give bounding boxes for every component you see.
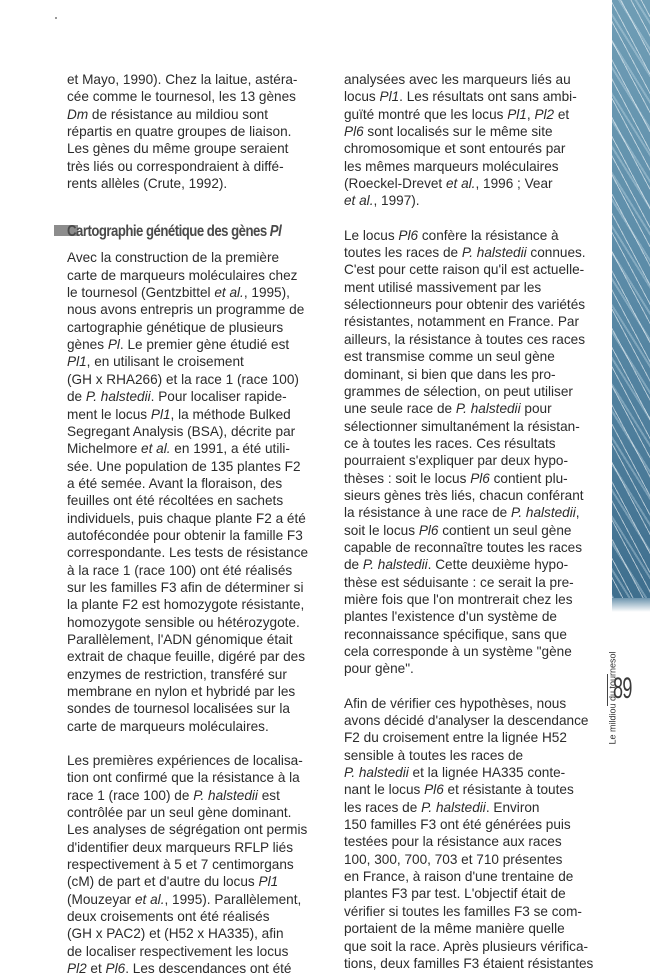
text-line: de localiser respectivement les locus xyxy=(67,943,289,959)
running-title-text: Le mildiou du tournesol xyxy=(608,651,618,745)
text-line: sur les familles F3 afin de déterminer si xyxy=(67,579,304,595)
italic-term: Pl6 xyxy=(424,782,444,798)
side-strip-fade xyxy=(612,598,650,612)
text-line: (GH x PAC2) et (H52 x HA335), afin xyxy=(67,926,284,942)
text-line: (Mouzeyar et al., 1995). Parallèlement, xyxy=(67,891,302,907)
text-line: la plante F2 est homozygote résistante, xyxy=(67,597,305,613)
text-line: membrane en nylon et hybridé par les xyxy=(67,684,296,699)
text-line: vérifier si toutes les familles F3 se com- xyxy=(344,903,582,919)
text-line: carte de marqueurs moléculaires. xyxy=(67,718,269,734)
text-line: grammes de sélection, on peut utiliser xyxy=(344,383,573,399)
text-line: locus Pl1. Les résultats ont sans ambi- xyxy=(344,89,577,105)
text-line: de P. halstedii. Cette deuxième hypo- xyxy=(344,557,569,573)
text-line: Les premières expériences de localisa- xyxy=(67,753,303,769)
text-line: (cM) de part et d'autre du locus Pl1 xyxy=(67,874,279,890)
text-line: 100, 300, 700, 703 et 710 présentes xyxy=(344,851,563,867)
section-heading-text xyxy=(67,223,281,240)
left-column xyxy=(67,71,315,978)
italic-term: Pl1 xyxy=(379,89,400,105)
text-line: toutes les races de P. halstedii connues. xyxy=(344,245,586,261)
text-line: dominant, si bien que dans les pro- xyxy=(344,366,556,382)
text-line: la résistance à une race de P. halstedii, xyxy=(344,505,580,521)
italic-term: Pl1 xyxy=(150,406,171,422)
text-line: sélectionneurs pour obtenir des variétés xyxy=(344,297,586,313)
italic-term: P. halstedii xyxy=(85,389,151,405)
paragraph-left-2 xyxy=(67,752,315,977)
intro-paragraph xyxy=(67,71,315,192)
section-heading xyxy=(67,220,315,242)
italic-term: Pl6 xyxy=(418,522,439,538)
text-line: une seule race de P. halstedii pour xyxy=(344,401,552,417)
paragraph-left-1 xyxy=(67,249,315,735)
text-line: ment le locus Pl1, la méthode Bulked xyxy=(67,406,291,422)
text-line: Michelmore et al. en 1991, a été utili- xyxy=(67,441,290,457)
text-line: carte de marqueurs moléculaires chez xyxy=(67,267,298,283)
italic-term: Pl6 xyxy=(470,470,490,486)
italic-term: Pl1 xyxy=(67,354,87,370)
text-line: chromosomique et sont entourés par xyxy=(344,141,566,157)
text-line: Afin de vérifier ces hypothèses, nous xyxy=(344,695,567,711)
text-line: ailleurs, la résistance à toutes ces races xyxy=(344,331,586,347)
text-line: cartographie génétique de plusieurs xyxy=(67,319,284,335)
text-line: testées pour la résistance aux races xyxy=(344,834,562,850)
text-line: (GH x RHA266) et la race 1 (race 100) xyxy=(67,371,299,387)
text-line: feuilles ont été récoltées en sachets xyxy=(67,493,284,509)
text-line: Pl1, en utilisant le croisement xyxy=(67,354,244,370)
text-line: d'identifier deux marqueurs RFLP liés xyxy=(67,839,293,855)
text-line: rents allèles (Crute, 1992). xyxy=(67,176,228,192)
italic-term: Pl6 xyxy=(344,124,364,140)
text-line: guïté montré que les locus Pl1, Pl2 et xyxy=(344,106,570,122)
text-line: Pl6 sont localisés sur le même site xyxy=(344,124,553,140)
heading-gene: Pl xyxy=(269,222,282,240)
italic-term: Pl1 xyxy=(507,106,527,122)
text-line: F2 du croisement entre la lignée H52 xyxy=(344,730,567,746)
text-line: sensible à toutes les races de xyxy=(344,747,524,763)
text-line: thèse est séduisante : ce serait la pre- xyxy=(344,574,574,590)
text-line: Parallèlement, l'ADN génomique était xyxy=(67,631,293,647)
text-line: Les analyses de ségrégation ont permis xyxy=(67,822,308,838)
text-line: deux croisements ont été réalisés xyxy=(67,909,270,925)
italic-term: P. halstedii xyxy=(511,505,576,521)
text-line: Dm de résistance au mildiou sont xyxy=(67,106,268,122)
italic-term: Pl1 xyxy=(258,874,279,890)
italic-term: et al. xyxy=(344,193,374,209)
text-line: capable de reconnaître toutes les races xyxy=(344,539,583,555)
text-line: le tournesol (Gentzbittel et al., 1995), xyxy=(67,285,290,301)
text-line: sée. Une population de 135 plantes F2 xyxy=(67,458,301,474)
text-line: et Mayo, 1990). Chez la laitue, astéra- xyxy=(67,72,298,87)
text-line: à la race 1 (race 100) ont été réalisés xyxy=(67,562,293,578)
text-line: pour gène". xyxy=(344,661,414,677)
italic-term: et al. xyxy=(135,891,165,907)
italic-term: Pl xyxy=(107,337,120,353)
italic-term: et al. xyxy=(445,176,476,192)
right-column xyxy=(344,71,592,972)
text-line: analysées avec les marqueurs liés au xyxy=(344,72,571,87)
paragraph-right-2 xyxy=(344,227,592,678)
text-line: sieurs gènes très liés, chacun conférant xyxy=(344,487,584,503)
text-line: et al., 1997). xyxy=(344,193,420,209)
italic-term: P. halstedii xyxy=(455,401,521,417)
italic-term: Pl2 xyxy=(534,106,555,122)
text-line: individuels, puis chaque plante F2 a été xyxy=(67,510,306,526)
text-line: avons décidé d'analyser la descendance xyxy=(344,713,589,729)
italic-term: Pl2 xyxy=(67,961,87,977)
text-line: sélectionner simultanément la résistan- xyxy=(344,418,580,434)
text-line: Les gènes du même groupe seraient xyxy=(67,141,289,157)
text-line: cée comme le tournesol, les 13 gènes xyxy=(67,89,296,105)
text-line: en France, à raison d'une trentaine de xyxy=(344,869,574,885)
text-line: P. halstedii et la lignée HA335 conte- xyxy=(344,765,566,781)
text-line: extrait de chaque feuille, digéré par des xyxy=(67,649,306,665)
text-line: respectivement à 5 et 7 centimorgans xyxy=(67,857,294,873)
text-line: race 1 (race 100) de P. halstedii est xyxy=(67,787,280,803)
italic-term: Pl6 xyxy=(398,227,419,243)
page-number-rule xyxy=(607,674,608,706)
text-line: portaient de la même manière quelle xyxy=(344,921,565,937)
italic-term: Pl6 xyxy=(105,961,126,977)
text-line: plantes F3 par test. L'objectif était de xyxy=(344,886,566,902)
text-line: tion ont confirmé que la résistance à la xyxy=(67,770,300,786)
text-line: (Roeckel-Drevet et al., 1996 ; Vear xyxy=(344,176,553,192)
text-line: 150 familles F3 ont été générées puis xyxy=(344,817,571,833)
text-line: résistantes, notamment en France. Par xyxy=(344,314,579,330)
text-line: très liés ou correspondraient à diffé- xyxy=(67,158,284,174)
intro-lines xyxy=(67,71,315,192)
text-line: enzymes de restriction, transféré sur xyxy=(67,666,287,682)
text-line: ment utilisé massivement par les xyxy=(344,279,542,295)
paragraph-right-1 xyxy=(344,71,592,210)
italic-term: P. halstedii xyxy=(421,799,486,815)
text-line: nous avons entrepris un programme de xyxy=(67,302,305,318)
text-line: tions, deux familles F3 étaient résistantes xyxy=(344,955,594,971)
scan-dot xyxy=(55,17,57,19)
text-line: a été semée. Avant la floraison, des xyxy=(67,475,283,491)
text-line: cela corresponde à un système "gène xyxy=(344,644,572,659)
italic-term: Dm xyxy=(67,106,89,122)
italic-term: P. halstedii xyxy=(461,245,527,261)
text-line: soit le locus Pl6 contient un seul gène xyxy=(344,522,572,538)
text-line: gènes Pl. Le premier gène étudié est xyxy=(67,337,290,353)
paragraph-right-3 xyxy=(344,695,592,973)
italic-term: P. halstedii xyxy=(362,557,428,573)
text-line: pourraient s'expliquer par deux hypo- xyxy=(344,453,569,469)
text-line: plantes l'existence d'un système de xyxy=(344,609,557,625)
text-line: que soit la race. Après plusieurs vérifica- xyxy=(344,938,589,954)
decorative-side-strip xyxy=(612,0,650,598)
text-line: Le locus Pl6 confère la résistance à xyxy=(344,227,559,243)
text-line: Pl2 et Pl6. Les descendances ont été xyxy=(67,961,292,977)
text-line: thèses : soit le locus Pl6 contient plu- xyxy=(344,470,568,486)
text-line: correspondante. Les tests de résistance xyxy=(67,545,309,561)
text-line: homozygote sensible ou hétérozygote. xyxy=(67,614,300,630)
text-line: les mêmes marqueurs moléculaires xyxy=(344,158,559,174)
italic-term: P. halstedii xyxy=(193,787,258,803)
italic-term: et al. xyxy=(214,285,244,301)
heading-prefix: Cartographie génétique des gènes xyxy=(67,222,270,240)
text-line: mière fois que l'on montrerait chez les xyxy=(344,591,573,607)
text-line: est transmise comme un seul gène xyxy=(344,349,555,365)
text-line: ce à toutes les races. Ces résultats xyxy=(344,435,556,451)
italic-term: P. halstedii xyxy=(344,765,409,781)
text-line: de P. halstedii. Pour localiser rapide- xyxy=(67,389,287,405)
italic-term: et al. xyxy=(141,441,171,457)
text-line: autofécondée pour obtenir la famille F3 xyxy=(67,527,303,543)
text-line: contrôlée par un seul gène dominant. xyxy=(67,805,292,821)
text-line: sondes de tournesol localisées sur la xyxy=(67,701,290,717)
text-line: nant le locus Pl6 et résistante à toutes xyxy=(344,782,574,798)
text-line: C'est pour cette raison qu'il est actuelle- xyxy=(344,262,585,278)
text-line: Avec la construction de la première xyxy=(67,250,280,266)
text-line: reconnaissance spécifique, sans que xyxy=(344,626,567,642)
text-line: répartis en quatre groupes de liaison. xyxy=(67,124,292,140)
page-number: 89 xyxy=(613,672,632,705)
text-line: les races de P. halstedii. Environ xyxy=(344,799,540,815)
text-line: Segregant Analysis (BSA), décrite par xyxy=(67,423,296,439)
